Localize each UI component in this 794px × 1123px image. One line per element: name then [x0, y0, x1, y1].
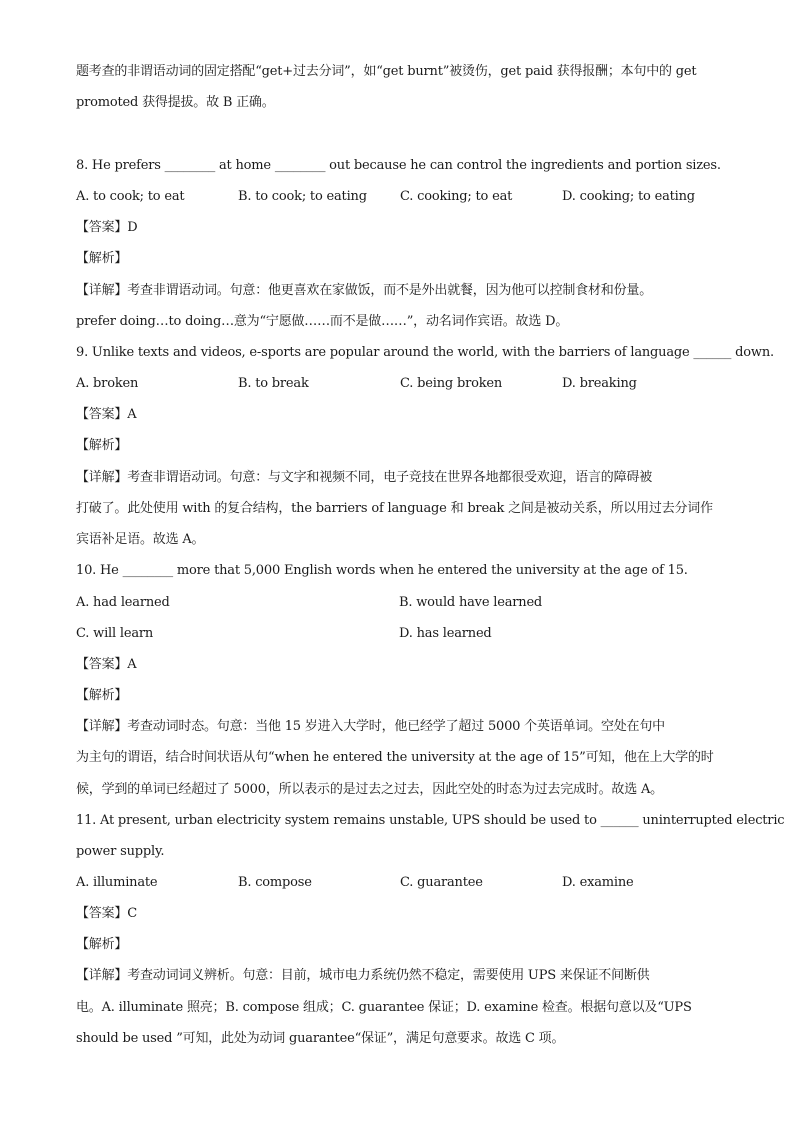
- question-9-option-a: A. broken: [76, 376, 139, 391]
- question-11-detail: should be used ”可知，此处为动词 guarantee“保证”，满足句意要求。故选 C 项。: [76, 1031, 565, 1046]
- question-11-option-c: C. guarantee: [400, 875, 483, 890]
- question-8-stem: 8. He prefers ________ at home ________ out because he can control the ingredients and portion sizes.: [76, 158, 721, 173]
- question-11-detail: 电。A. illuminate 照亮；B. compose 组成；C. guarantee 保证；D. examine 检查。根据句意以及“UPS: [76, 1000, 692, 1015]
- question-9-stem: 9. Unlike texts and videos, e-sports are popular around the world, with the barriers of language ______ down.: [76, 345, 774, 360]
- question-8-option-b: B. to cook; to eating: [238, 189, 367, 204]
- question-10-answer: 【答案】A: [76, 657, 137, 672]
- question-9-option-b: B. to break: [238, 376, 309, 391]
- question-8-detail: 【详解】考查非谓语动词。句意：他更喜欢在家做饭，而不是外出就餐，因为他可以控制食材和份量。: [76, 283, 653, 298]
- question-11-option-b: B. compose: [238, 875, 312, 890]
- question-11-stem: 11. At present, urban electricity system remains unstable, UPS should be used to ______ uninterrupted electric: [76, 813, 785, 828]
- question-9-option-c: C. being broken: [400, 376, 503, 391]
- question-11-analysis-label: 【解析】: [76, 937, 128, 952]
- question-9-detail: 宾语补足语。故选 A。: [76, 532, 205, 547]
- question-9-detail: 【详解】考查非谓语动词。句意：与文字和视频不同，电子竞技在世界各地都很受欢迎，语言的障碍被: [76, 470, 653, 485]
- question-11-stem: power supply.: [76, 844, 165, 859]
- question-10-option-a: A. had learned: [76, 595, 170, 610]
- question-10-analysis-label: 【解析】: [76, 688, 128, 703]
- question-9-answer: 【答案】A: [76, 407, 137, 422]
- question-8-analysis-label: 【解析】: [76, 251, 128, 266]
- carryover-line: 题考查的非谓语动词的固定搭配“get+过去分词”，如“get burnt”被烫伤，get paid 获得报酬；本句中的 get: [76, 64, 697, 79]
- question-9-analysis-label: 【解析】: [76, 438, 128, 453]
- question-9-option-d: D. breaking: [562, 376, 637, 391]
- question-11-answer: 【答案】C: [76, 906, 137, 921]
- question-11-option-a: A. illuminate: [76, 875, 158, 890]
- question-8-option-c: C. cooking; to eat: [400, 189, 513, 204]
- question-10-detail: 【详解】考查动词时态。句意：当他 15 岁进入大学时，他已经学了超过 5000 个英语单词。空处在句中: [76, 719, 665, 734]
- question-11-option-d: D. examine: [562, 875, 634, 890]
- question-10-stem: 10. He ________ more that 5,000 English words when he entered the university at the age of 15.: [76, 563, 688, 578]
- question-11-detail: 【详解】考查动词词义辨析。句意：目前，城市电力系统仍然不稳定，需要使用 UPS 来保证不间断供: [76, 968, 650, 983]
- question-8-option-a: A. to cook; to eat: [76, 189, 185, 204]
- question-8-option-d: D. cooking; to eating: [562, 189, 695, 204]
- question-10-option-c: C. will learn: [76, 626, 154, 641]
- question-10-option-d: D. has learned: [399, 626, 492, 641]
- question-10-option-b: B. would have learned: [399, 595, 543, 610]
- question-8-answer: 【答案】D: [76, 220, 138, 235]
- question-8-detail: prefer doing…to doing…意为“宁愿做……而不是做……”，动名词作宾语。故选 D。: [76, 314, 569, 329]
- question-9-detail: 打破了。此处使用 with 的复合结构，the barriers of language 和 break 之间是被动关系，所以用过去分词作: [76, 501, 713, 516]
- question-10-detail: 候，学到的单词已经超过了 5000，所以表示的是过去之过去，因此空处的时态为过去完成时。故选 A。: [76, 782, 663, 797]
- question-10-detail: 为主句的谓语，结合时间状语从句“when he entered the university at the age of 15”可知，他在上大学的时: [76, 750, 714, 765]
- carryover-line: promoted 获得提拔。故 B 正确。: [76, 95, 275, 110]
